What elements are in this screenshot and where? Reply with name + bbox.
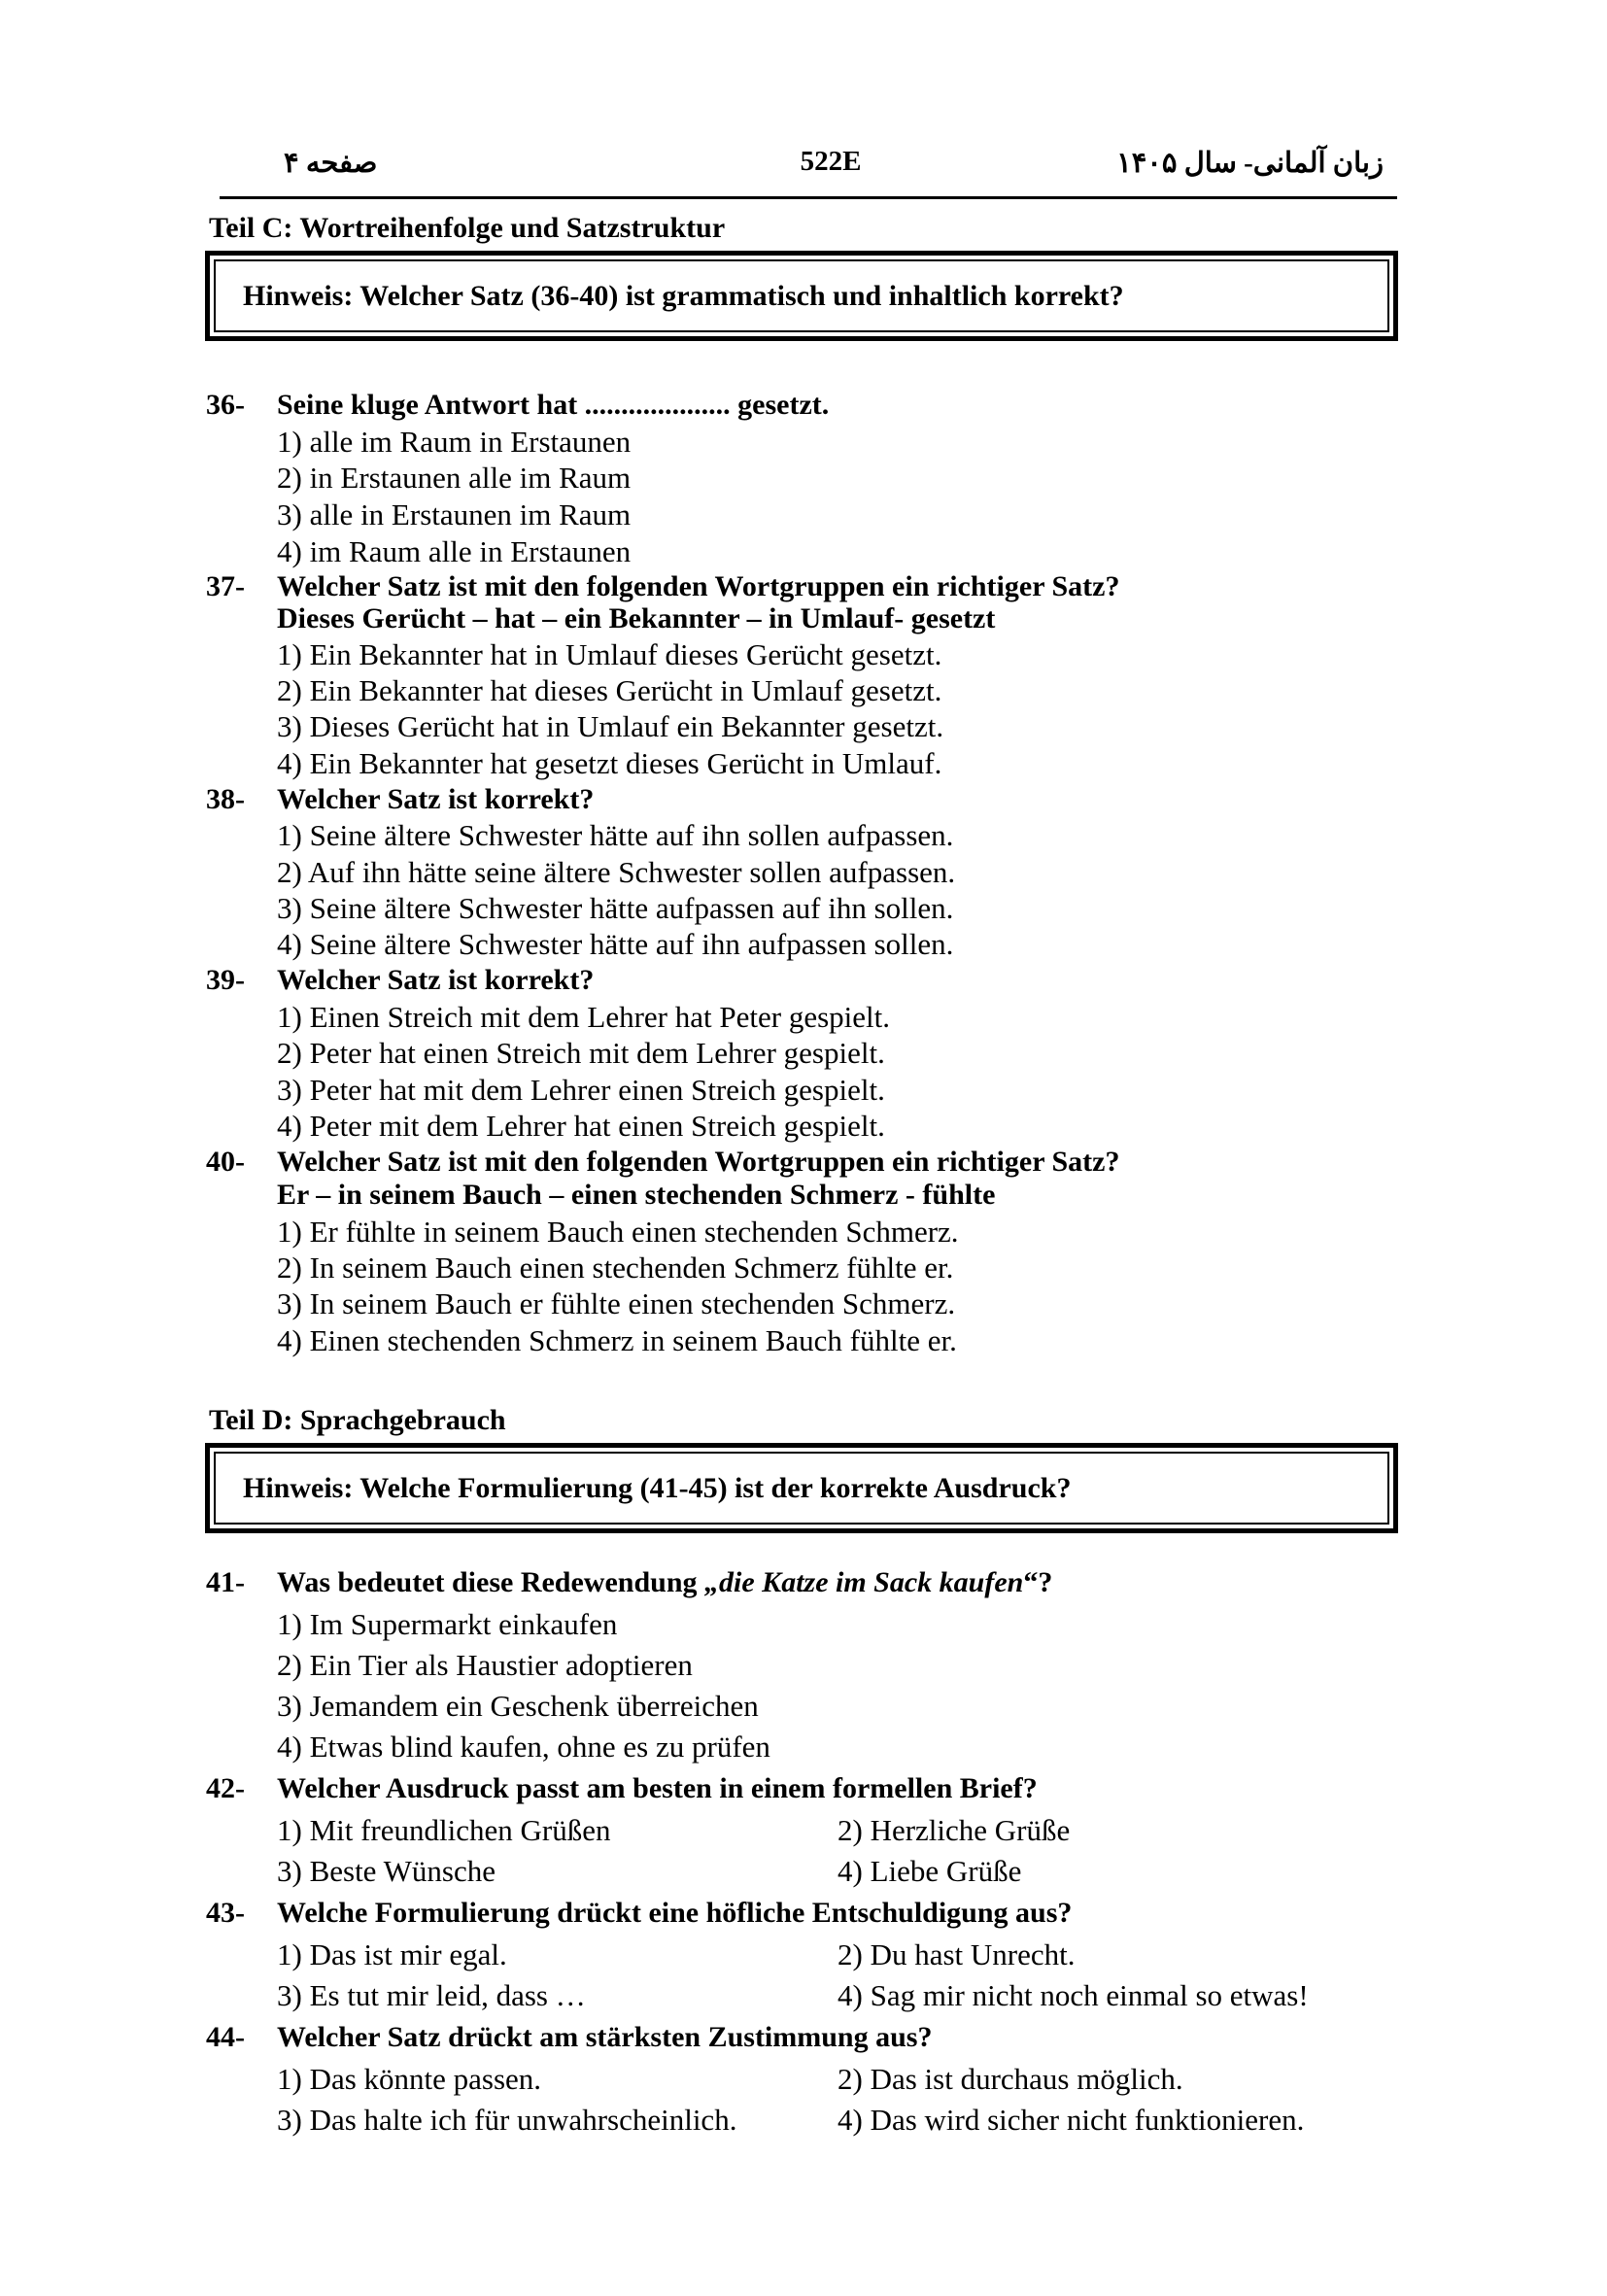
option-4: 4) im Raum alle in Erstaunen [277, 534, 632, 568]
option-1: 1) Das könnte passen. [277, 2062, 542, 2096]
option-2: 2) Herzliche Grüße [838, 1813, 1071, 1847]
option-3: 3) Das halte ich für unwahrscheinlich. [277, 2103, 737, 2137]
option-2: 2) In seinem Bauch einen stechenden Schmerz fühlte er. [277, 1251, 954, 1285]
hint-box-part-d [205, 1443, 1398, 1533]
question-number: 44- [206, 2021, 245, 2053]
option-1: 1) Im Supermarkt einkaufen [277, 1607, 618, 1641]
question-number: 37- [206, 570, 245, 602]
question-number: 38- [206, 783, 245, 815]
option-2: 2) in Erstaunen alle im Raum [277, 461, 632, 495]
option-3: 3) In seinem Bauch er fühlte einen stechenden Schmerz. [277, 1286, 956, 1320]
question-text-start: Was bedeutet diese Redewendung [277, 1566, 705, 1598]
option-1: 1) alle im Raum in Erstaunen [277, 425, 632, 459]
question-text: Welcher Satz ist korrekt? [277, 964, 595, 996]
question-number: 40- [206, 1146, 245, 1178]
question-text: Welcher Satz ist mit den folgenden Wortgruppen ein richtiger Satz? [277, 1146, 1120, 1178]
question-number: 39- [206, 964, 245, 996]
option-1: 1) Er fühlte in seinem Bauch einen stechenden Schmerz. [277, 1215, 959, 1249]
header-divider [220, 196, 1397, 199]
option-4: 4) Ein Bekannter hat gesetzt dieses Gerücht in Umlauf. [277, 746, 942, 780]
question-text: Welcher Satz ist mit den folgenden Wortgruppen ein richtiger Satz? [277, 570, 1120, 602]
question-number: 43- [206, 1897, 245, 1929]
hint-text-part-c: Hinweis: Welcher Satz (36-40) ist grammatisch und inhaltlich korrekt? [214, 259, 1389, 332]
option-4: 4) Etwas blind kaufen, ohne es zu prüfen [277, 1730, 770, 1764]
question-number: 41- [206, 1566, 245, 1598]
option-3: 3) Peter hat mit dem Lehrer einen Streich gespielt. [277, 1073, 885, 1107]
section-title-part-d: Teil D: Sprachgebrauch [209, 1404, 506, 1436]
option-1: 1) Einen Streich mit dem Lehrer hat Peter gespielt. [277, 1000, 890, 1034]
option-4: 4) Sag mir nicht noch einmal so etwas! [838, 1978, 1309, 2012]
question-text: Welche Formulierung drückt eine höfliche Entschuldigung aus? [277, 1897, 1073, 1929]
option-2: 2) Du hast Unrecht. [838, 1937, 1076, 1971]
option-2: 2) Das ist durchaus möglich. [838, 2062, 1183, 2096]
option-4: 4) Das wird sicher nicht funktionieren. [838, 2103, 1305, 2137]
option-2: 2) Ein Tier als Haustier adoptieren [277, 1648, 693, 1682]
question-text: Welcher Satz ist korrekt? [277, 783, 595, 815]
option-1: 1) Ein Bekannter hat in Umlauf dieses Gerücht gesetzt. [277, 637, 942, 671]
option-3: 3) Dieses Gerücht hat in Umlauf ein Bekannter gesetzt. [277, 709, 944, 743]
question-text: Welcher Ausdruck passt am besten in einem formellen Brief? [277, 1772, 1038, 1804]
hint-text-part-d: Hinweis: Welche Formulierung (41-45) ist der korrekte Ausdruck? [214, 1452, 1389, 1525]
option-3: 3) alle in Erstaunen im Raum [277, 497, 632, 531]
option-4: 4) Einen stechenden Schmerz in seinem Bauch fühlte er. [277, 1323, 957, 1357]
word-groups: Dieses Gerücht – hat – ein Bekannter – in Umlauf- gesetzt [277, 602, 996, 634]
option-3: 3) Jemandem ein Geschenk überreichen [277, 1689, 759, 1723]
option-4: 4) Liebe Grüße [838, 1854, 1022, 1888]
question-text [277, 1566, 1052, 1599]
question-text: Welcher Satz drückt am stärksten Zustimmung aus? [277, 2021, 933, 2053]
option-2: 2) Ein Bekannter hat dieses Gerücht in Umlauf gesetzt. [277, 673, 942, 707]
word-groups: Er – in seinem Bauch – einen stechenden Schmerz - fühlte [277, 1179, 996, 1211]
option-4: 4) Peter mit dem Lehrer hat einen Streich gespielt. [277, 1109, 885, 1143]
section-title-part-c: Teil C: Wortreihenfolge und Satzstruktur [209, 212, 726, 244]
question-number: 42- [206, 1772, 245, 1804]
idiom-text: „die Katze im Sack kaufen [704, 1566, 1024, 1598]
option-1: 1) Seine ältere Schwester hätte auf ihn sollen aufpassen. [277, 818, 954, 852]
hint-box-part-c [205, 251, 1398, 341]
option-2: 2) Peter hat einen Streich mit dem Lehrer gespielt. [277, 1036, 885, 1070]
option-2: 2) Auf ihn hätte seine ältere Schwester sollen aufpassen. [277, 855, 956, 889]
exam-title: زبان آلمانی- سال ۱۴۰۵ [1116, 148, 1384, 179]
option-4: 4) Seine ältere Schwester hätte auf ihn aufpassen sollen. [277, 927, 954, 961]
page-number: صفحه ۴ [284, 148, 378, 179]
option-3: 3) Beste Wünsche [277, 1854, 496, 1888]
option-1: 1) Mit freundlichen Grüßen [277, 1813, 611, 1847]
option-3: 3) Es tut mir leid, dass … [277, 1978, 586, 2012]
question-number: 36- [206, 389, 245, 421]
option-1: 1) Das ist mir egal. [277, 1937, 507, 1971]
exam-code: 522E [800, 146, 862, 177]
question-text-end: “? [1023, 1566, 1053, 1598]
option-3: 3) Seine ältere Schwester hätte aufpassen auf ihn sollen. [277, 891, 954, 925]
question-text: Seine kluge Antwort hat .................... gesetzt. [277, 389, 830, 421]
